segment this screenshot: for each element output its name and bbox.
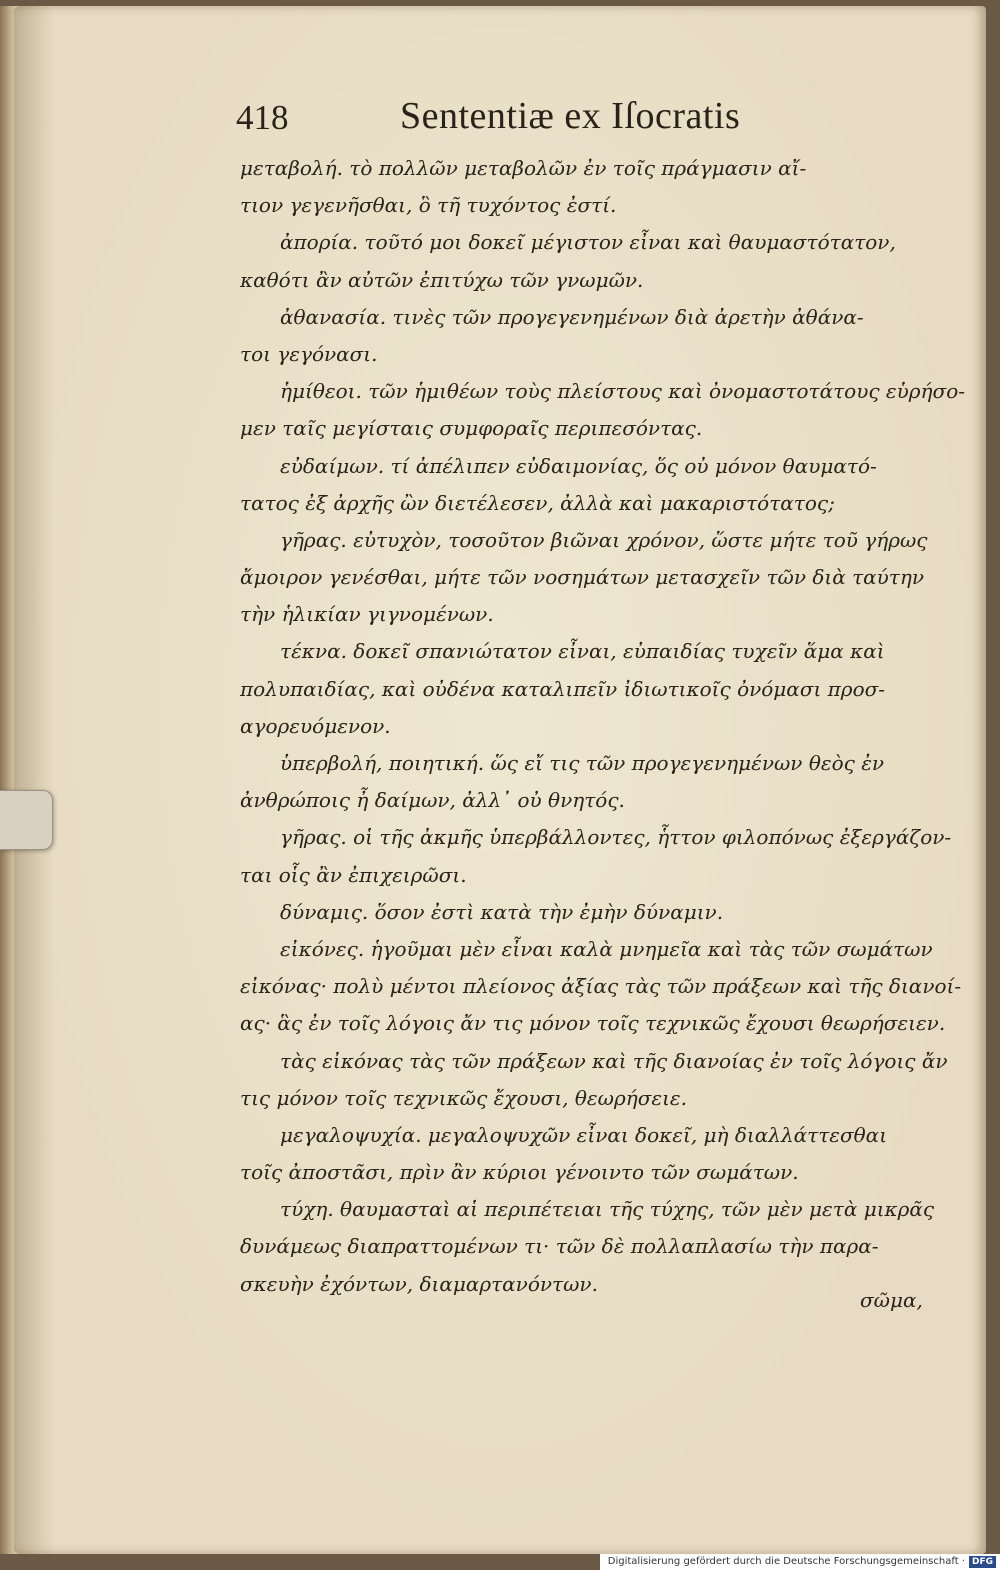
text-line: τατος ἐξ ἀρχῆς ὢν διετέλεσεν, ἀλλὰ καὶ μακαριστότατος;	[240, 490, 835, 515]
text-line: πολυπαιδίας, καὶ οὐδένα καταλιπεῖν ἰδιωτικοῖς ὀνόμασι προσ-	[240, 676, 886, 701]
text-line: ται οἷς ἂν ἐπιχειρῶσι.	[240, 862, 467, 887]
text-line: τιον γεγενῆσθαι, ὃ τῆ τυχόντος ἐστί.	[240, 193, 617, 218]
body-text	[240, 150, 965, 1303]
text-line: τέκνα. δοκεῖ σπανιώτατον εἶναι, εὐπαιδίας τυχεῖν ἅμα καὶ	[280, 639, 885, 664]
text-line: τοῖς ἀποστᾶσι, πρὶν ἂν κύριοι γένοιντο τῶν σωμάτων.	[240, 1160, 799, 1185]
footer-credit: Digitalisierung gefördert durch die Deutsche Forschungsgemeinschaft ·	[607, 1556, 965, 1567]
text-line: ἀπορία. τοῦτό μοι δοκεῖ μέγιστον εἶναι καὶ θαυμαστότατον,	[280, 230, 896, 255]
text-line: εὐδαίμων. τί ἀπέλιπεν εὐδαιμονίας, ὅς οὐ μόνον θαυματό-	[280, 453, 877, 478]
page-header	[236, 92, 796, 152]
text-line: ἡμίθεοι. τῶν ἡμιθέων τοὺς πλείστους καὶ ὀνομαστοτάτους εὑρήσο-	[280, 379, 965, 404]
text-line: τύχη. θαυμασταὶ αἱ περιπέτειαι τῆς τύχης, τῶν μὲν μετὰ μικρᾶς	[280, 1197, 935, 1222]
text-line: μεταβολή. τὸ πολλῶν μεταβολῶν ἐν τοῖς πράγμασιν αἴ-	[240, 156, 807, 180]
text-line: γῆρας. εὐτυχὸν, τοσοῦτον βιῶναι χρόνον, ὥστε μήτε τοῦ γήρως	[280, 527, 928, 552]
text-line: γῆρας. οἱ τῆς ἀκμῆς ὑπερβάλλοντες, ἧττον φιλοπόνως ἐξεργάζον-	[280, 825, 952, 850]
text-line: καθότι ἂν αὐτῶν ἐπιτύχω τῶν γνωμῶν.	[240, 267, 644, 292]
text-line: μεγαλοψυχία. μεγαλοψυχῶν εἶναι δοκεῖ, μὴ διαλλάττεσθαι	[280, 1122, 888, 1147]
text-line: σκευὴν ἐχόντων, διαμαρτανόντων.	[240, 1271, 598, 1296]
page-tab-marker	[0, 790, 53, 850]
text-line: εἰκόνας· πολὺ μέντοι πλείονος ἀξίας τὰς τῶν πράξεων καὶ τῆς διανοί-	[240, 974, 962, 999]
text-line: ἀθανασία. τινὲς τῶν προγεγενημένων διὰ ἀρετὴν ἀθάνα-	[280, 304, 864, 329]
text-line: ας· ἃς ἐν τοῖς λόγοις ἄν τις μόνον τοῖς τεχνικῶς ἔχουσι θεωρήσειεν.	[240, 1011, 946, 1036]
text-line: τὰς εἰκόνας τὰς τῶν πράξεων καὶ τῆς διανοίας ἐν τοῖς λόγοις ἄν	[280, 1048, 948, 1073]
text-line: εἰκόνες. ἡγοῦμαι μὲν εἶναι καλὰ μνημεῖα καὶ τὰς τῶν σωμάτων	[280, 936, 933, 961]
running-title: Sententiæ ex Iſocratis	[400, 95, 741, 137]
page-number: 418	[236, 98, 289, 137]
text-line: ἀνθρώποις ἦ δαίμων, ἀλλ᾽ οὐ θνητός.	[240, 788, 625, 813]
text-line: τις μόνον τοῖς τεχνικῶς ἔχουσι, θεωρήσειε.	[240, 1085, 688, 1110]
text-line: μεν ταῖς μεγίσταις συμφοραῖς περιπεσόντας.	[240, 416, 703, 441]
text-line: ἄμοιρον γενέσθαι, μήτε τῶν νοσημάτων μετασχεῖν τῶν διὰ ταύτην	[240, 565, 925, 590]
text-line: τὴν ἡλικίαν γιγνομένων.	[240, 602, 494, 627]
catchword: σῶμα,	[860, 1288, 923, 1312]
text-line: αγορευόμενον.	[240, 713, 391, 738]
dfg-logo: DFG	[969, 1556, 996, 1568]
text-line: ὑπερβολή, ποιητική. ὥς εἴ τις τῶν προγεγενημένων θεὸς ἐν	[280, 751, 885, 775]
digitization-footer	[600, 1554, 1000, 1570]
text-line: δυνάμεως διαπραττομένων τι· τῶν δὲ πολλαπλασίω τὴν παρα-	[240, 1234, 879, 1259]
text-line: δύναμις. ὅσον ἐστὶ κατὰ τὴν ἐμὴν δύναμιν.	[280, 899, 724, 924]
text-line: τοι γεγόνασι.	[240, 341, 378, 366]
